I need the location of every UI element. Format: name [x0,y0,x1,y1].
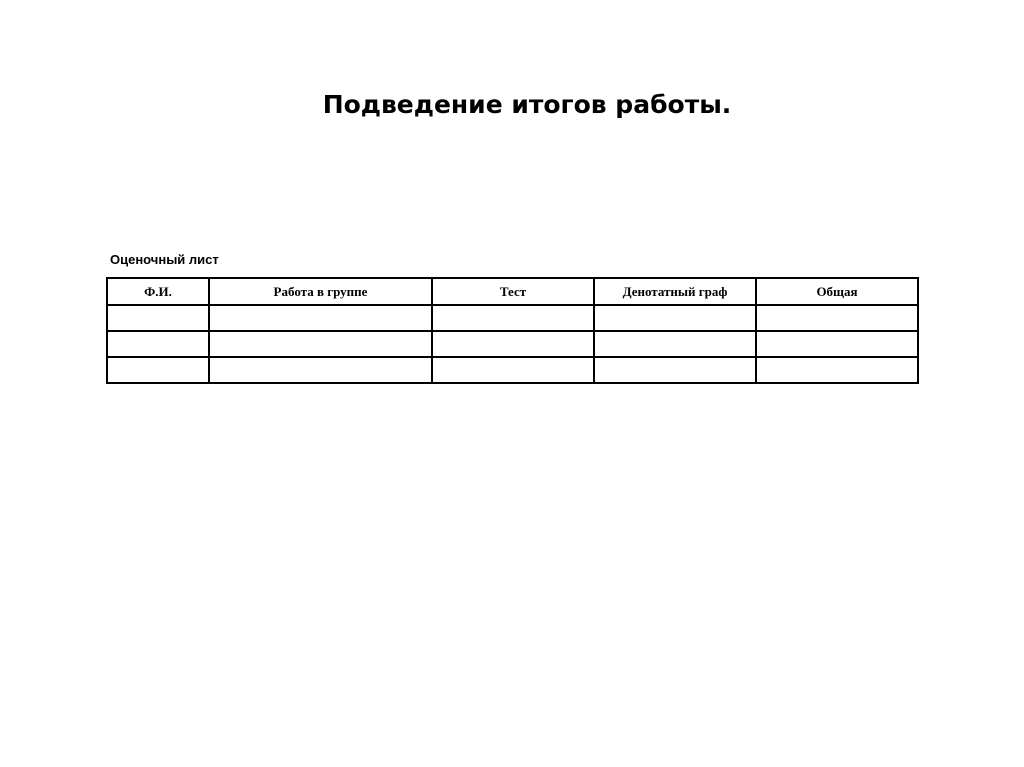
table-cell [594,305,756,331]
column-header-group-work: Работа в группе [209,278,432,305]
table-cell [209,357,432,383]
table-cell [432,357,594,383]
column-header-name: Ф.И. [107,278,209,305]
table-header-row [107,278,918,305]
table-cell [432,305,594,331]
table-cell [756,305,918,331]
sheet-caption: Оценочный лист [110,252,219,267]
table-cell [432,331,594,357]
table-cell [107,357,209,383]
table-cell [756,331,918,357]
table-cell [756,357,918,383]
table-row [107,331,918,357]
grade-table [106,277,919,384]
table-row [107,357,918,383]
table-cell [594,331,756,357]
table-cell [209,305,432,331]
column-header-test: Тест [432,278,594,305]
column-header-denotative-graph: Денотатный граф [594,278,756,305]
slide-title: Подведение итогов работы. [322,90,732,119]
table-row [107,305,918,331]
column-header-total: Общая [756,278,918,305]
table-cell [107,331,209,357]
table-cell [107,305,209,331]
table-cell [209,331,432,357]
table-cell [594,357,756,383]
